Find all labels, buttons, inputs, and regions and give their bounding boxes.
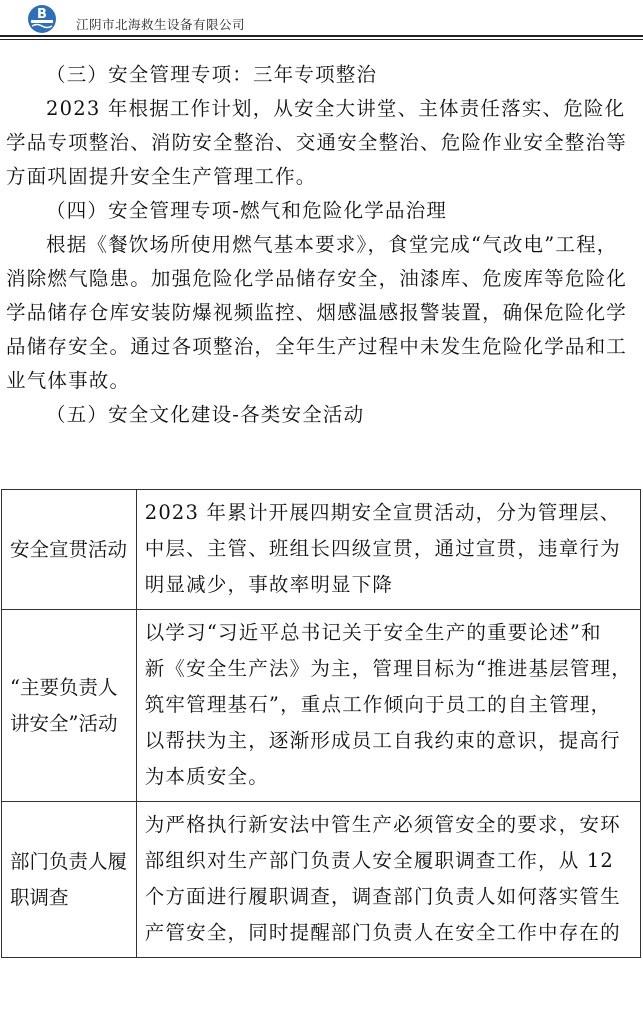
description-line: 中层、主管、班组长四级宣贯，通过宣贯，违章行为 [144, 537, 621, 560]
table-row [2, 490, 641, 610]
description-line: 为严格执行新安法中管生产必须管安全的要求，安环 [144, 813, 621, 836]
paragraph-line: 品储存安全。通过各项整治，全年生产过程中未发生危险化学品和工 [6, 335, 628, 358]
section-heading-4: （四）安全管理专项-燃气和危险化学品治理 [46, 199, 448, 222]
activity-description-cell [136, 490, 640, 610]
page-header [0, 0, 643, 40]
company-logo-icon [27, 4, 57, 34]
svg-text:B: B [37, 7, 47, 22]
paragraph-line: 学品专项整治、消防安全整治、交通安全整治、危险作业安全整治等 [6, 131, 628, 154]
description-line: 2023 年累计开展四期安全宣贯活动，分为管理层、 [144, 501, 621, 524]
table-row [2, 802, 641, 958]
activity-name-cell [2, 610, 137, 802]
paragraph-line: 学品储存仓库安装防爆视频监控、烟感温感报警装置，确保危险化学 [6, 301, 628, 324]
paragraph-line: 2023 年根据工作计划，从安全大讲堂、主体责任落实、危险化 [46, 97, 626, 120]
description-line: 个方面进行履职调查，调查部门负责人如何落实管生 [144, 885, 621, 908]
document-body [6, 58, 636, 432]
header-rule-thick [0, 35, 643, 37]
section-heading-3: （三）安全管理专项：三年专项整治 [46, 63, 378, 86]
header-rule-thin [0, 39, 643, 40]
table-row [2, 610, 641, 802]
activity-name: 职调查 [10, 885, 69, 909]
paragraph-line: 业气体事故。 [6, 369, 131, 392]
description-line: 新《安全生产法》为主，管理目标为“推进基层管理， [144, 657, 632, 680]
paragraph-line: 根据《餐饮场所使用燃气基本要求》，食堂完成“气改电”工程， [46, 233, 618, 256]
company-name: 江阴市北海救生设备有限公司 [76, 17, 246, 32]
section-heading-5: （五）安全文化建设-各类安全活动 [46, 403, 365, 426]
activity-name: 讲安全”活动 [10, 711, 118, 735]
description-line: 为本质安全。 [144, 765, 269, 788]
description-line: 筑牢管理基石”，重点工作倾向于员工的自主管理， [144, 693, 612, 716]
description-line: 以帮扶为主，逐渐形成员工自我约束的意识，提高行 [144, 729, 621, 752]
activity-name-cell [2, 490, 137, 610]
description-line: 部组织对生产部门负责人安全履职调查工作，从 12 [144, 849, 615, 872]
activity-description-cell [136, 802, 640, 958]
activity-name: 安全宣贯活动 [10, 537, 128, 561]
activity-description-cell [136, 610, 640, 802]
activity-name-cell [2, 802, 137, 958]
activity-name: 部门负责人履 [10, 849, 128, 873]
description-line: 明显减少，事故率明显下降 [144, 573, 394, 596]
description-line: 以学习“习近平总书记关于安全生产的重要论述”和 [144, 621, 602, 644]
paragraph-line: 方面巩固提升安全生产管理工作。 [6, 165, 317, 188]
activity-name: “主要负责人 [10, 675, 118, 699]
safety-activities-table [1, 489, 641, 958]
paragraph-line: 消除燃气隐患。加强危险化学品储存安全，油漆库、危废库等危险化 [6, 267, 628, 290]
description-line: 产管安全，同时提醒部门负责人在安全工作中存在的 [144, 921, 621, 944]
